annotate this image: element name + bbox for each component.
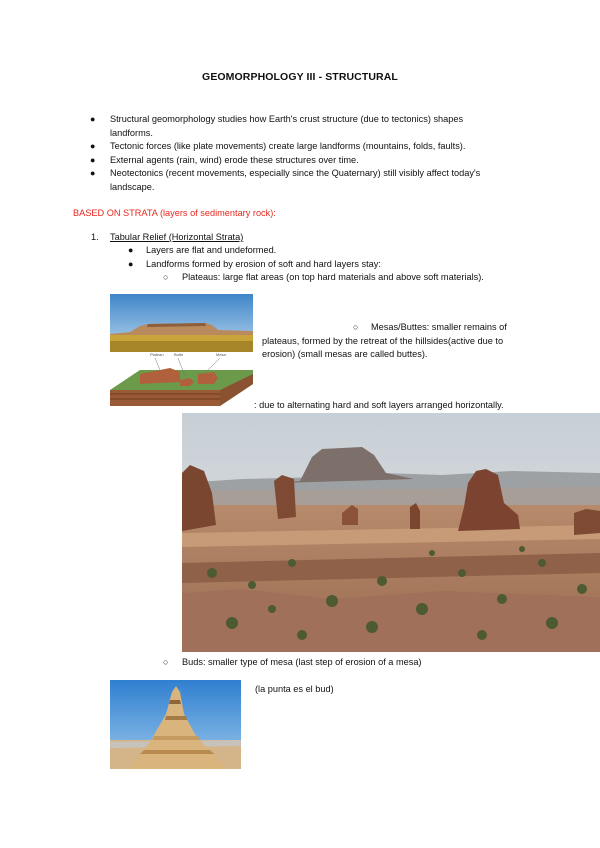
bullet-disc: ● [128,258,134,269]
section-heading: BASED ON STRATA (layers of sedimentary rock): [73,208,276,218]
bullet-disc: ● [90,154,96,165]
diagram-label: Butte [174,352,184,357]
plateau-diagram [110,352,253,406]
mesas-line: erosion) (small mesas are called buttes). [262,349,428,359]
page-title: GEOMORPHOLOGY III - STRUCTURAL [202,71,398,83]
intro-line: landforms. [110,127,153,138]
intro-line: Structural geomorphology studies how Earth's crust structure (due to tectonics) shapes [110,114,464,124]
intro-line: Tectonic forces (like plate movements) create large landforms (mountains, folds, faults). [110,141,466,151]
intro-line: Neotectonics (recent movements, especially since the Quaternary) still visibly affect today's [110,168,481,178]
mesas-line: Mesas/Buttes: smaller remains of [371,322,507,332]
plateau-photo [110,294,253,352]
canyon-photo [182,413,600,652]
bullet-circle: ○ [163,657,169,667]
intro-line: landscape. [110,181,155,192]
item-number: 1. [91,232,99,242]
plateaus-line: Plateaus: large flat areas (on top hard materials and above soft materials). [182,272,484,282]
stair-line: : due to alternating hard and soft layers arranged horizontally. [254,400,504,410]
bud-photo [110,680,241,769]
mesas-line: plateaus, formed by the retreat of the hillsides(active due to [262,335,504,346]
intro-line: External agents (rain, wind) erode these structures over time. [110,154,359,165]
bullet-circle: ○ [163,272,169,282]
sub-line: Landforms formed by erosion of soft and hard layers stay: [146,258,381,269]
diagram-label: Mesa [216,352,226,357]
bullet-circle: ○ [353,322,359,332]
bullet-disc: ● [90,168,96,178]
bullet-disc: ● [90,114,96,124]
buds-note: (la punta es el bud) [255,684,334,694]
sub-line: Layers are flat and undeformed. [146,245,277,255]
buds-line: Buds: smaller type of mesa (last step of erosion of a mesa) [182,657,422,667]
bullet-disc: ● [90,141,96,151]
item-heading: Tabular Relief (Horizontal Strata) [110,232,244,242]
bullet-disc: ● [128,245,134,255]
diagram-label: Plateau [150,352,164,357]
